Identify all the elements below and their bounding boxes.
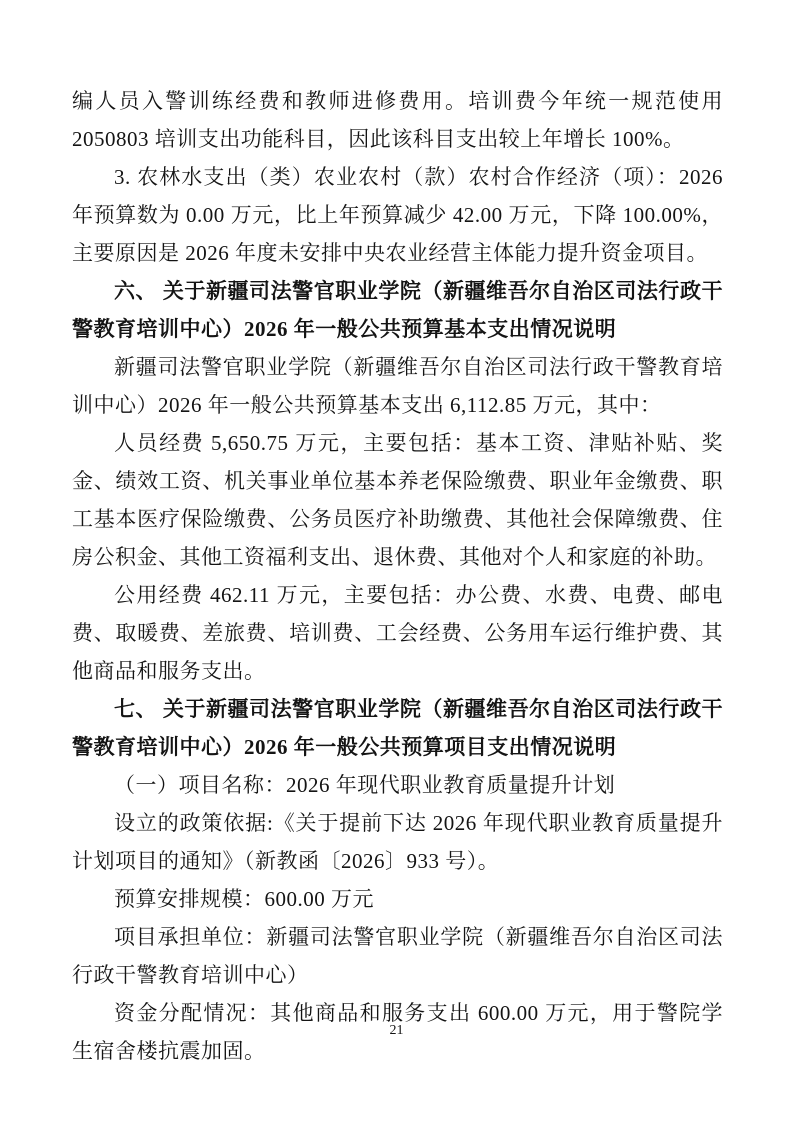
section-heading-seven-project-expenditure: 七、 关于新疆司法警官职业学院（新疆维吾尔自治区司法行政干警教育培训中心）2026 年一般公共预算项目支出情况说明 bbox=[72, 697, 723, 759]
paragraph-basic-expenditure-total: 新疆司法警官职业学院（新疆维吾尔自治区司法行政干警教育培训中心）2026 年一般公共预算基本支出 6,112.85 万元，其中： bbox=[72, 355, 723, 417]
paragraph-budget-scale: 预算安排规模：600.00 万元 bbox=[114, 887, 374, 911]
paragraph-training-fee-continuation: 编人员入警训练经费和教师进修费用。培训费今年统一规范使用 2050803 培训支出功能科目，因此该科目支出较上年增长 100%。 bbox=[72, 89, 723, 151]
page-number: 21 bbox=[389, 1023, 404, 1038]
paragraph-public-funds: 公用经费 462.11 万元，主要包括：办公费、水费、电费、邮电费、取暖费、差旅费、培训费、工会经费、公务用车运行维护费、其他商品和服务支出。 bbox=[72, 583, 723, 683]
paragraph-personnel-funds: 人员经费 5,650.75 万元，主要包括：基本工资、津贴补贴、奖金、绩效工资、机关事业单位基本养老保险缴费、职业年金缴费、职工基本医疗保险缴费、公务员医疗补助缴费、其他社会保障缴费、住房公积金、其他工资福利支出、退休费、其他对个人和家庭的补助。 bbox=[72, 431, 723, 569]
paragraph-undertaking-unit: 项目承担单位：新疆司法警官职业学院（新疆维吾尔自治区司法行政干警教育培训中心） bbox=[72, 925, 723, 987]
section-heading-six-basic-expenditure: 六、 关于新疆司法警官职业学院（新疆维吾尔自治区司法行政干警教育培训中心）2026 年一般公共预算基本支出情况说明 bbox=[72, 279, 723, 341]
paragraph-agriculture-item-3: 3. 农林水支出（类）农业农村（款）农村合作经济（项）：2026 年预算数为 0.00 万元，比上年预算减少 42.00 万元，下降 100.00%，主要原因是 2026 年度未安排中央农业经营主体能力提升资金项目。 bbox=[72, 165, 723, 265]
paragraph-project-name: （一）项目名称：2026 年现代职业教育质量提升计划 bbox=[114, 773, 616, 797]
document-body bbox=[72, 82, 723, 1070]
paragraph-fund-allocation: 资金分配情况：其他商品和服务支出 600.00 万元，用于警院学生宿舍楼抗震加固。 bbox=[72, 1001, 723, 1063]
paragraph-policy-basis: 设立的政策依据:《关于提前下达 2026 年现代职业教育质量提升计划项目的通知》（新教函〔2026〕933 号）。 bbox=[72, 811, 723, 873]
